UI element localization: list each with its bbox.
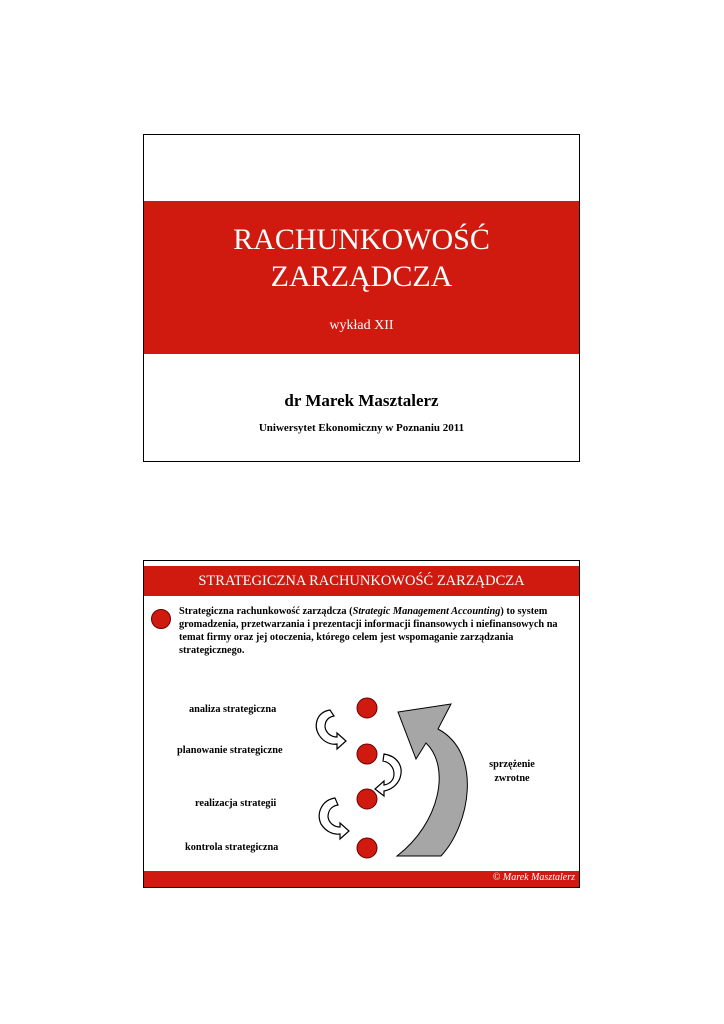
stage-circle-icon [357,744,377,764]
definition-term: Strategic Management Accounting [352,606,501,617]
stage-circle-icon [357,838,377,858]
content-slide [143,560,580,888]
slide-title: STRATEGICZNA RACHUNKOWOŚĆ ZARZĄDCZA [198,573,525,589]
feedback-arrow-icon [397,704,467,856]
stage-label: analiza strategiczna [189,704,277,715]
stage-label: planowanie strategiczne [177,745,283,756]
curved-arrow-icon [375,754,401,796]
curved-arrow-icon [316,710,346,749]
lecture-number: wykład XII [329,318,394,333]
author-name: dr Marek Masztalerz [284,391,439,410]
stage-circle-icon [357,698,377,718]
curved-arrow-icon [319,798,349,839]
footer-band [144,871,579,887]
title-line-2: ZARZĄDCZA [270,260,453,293]
strategy-cycle-diagram [144,561,579,887]
feedback-label-line-2: zwrotne [494,773,530,784]
title-slide [143,134,580,462]
definition-rest: ) to system gromadzenia, przetwarzania i prezentacji informacji finansowych i niefinansowych na temat firmy oraz jej otoczenia, którego celem jest wspomaganie zarządzania strategicznego. [179,606,558,656]
stage-label: realizacja strategii [195,798,277,809]
copyright-text: © Marek Masztalerz [492,872,575,883]
title-line-1: RACHUNKOWOŚĆ [233,223,490,256]
affiliation: Uniwersytet Ekonomiczny w Poznaniu 2011 [258,422,465,434]
feedback-label-line-1: sprzężenie [489,759,535,770]
stage-label: kontrola strategiczna [185,842,279,853]
stage-circle-icon [357,789,377,809]
definition-lead: Strategiczna rachunkowość zarządcza ( [179,606,353,617]
